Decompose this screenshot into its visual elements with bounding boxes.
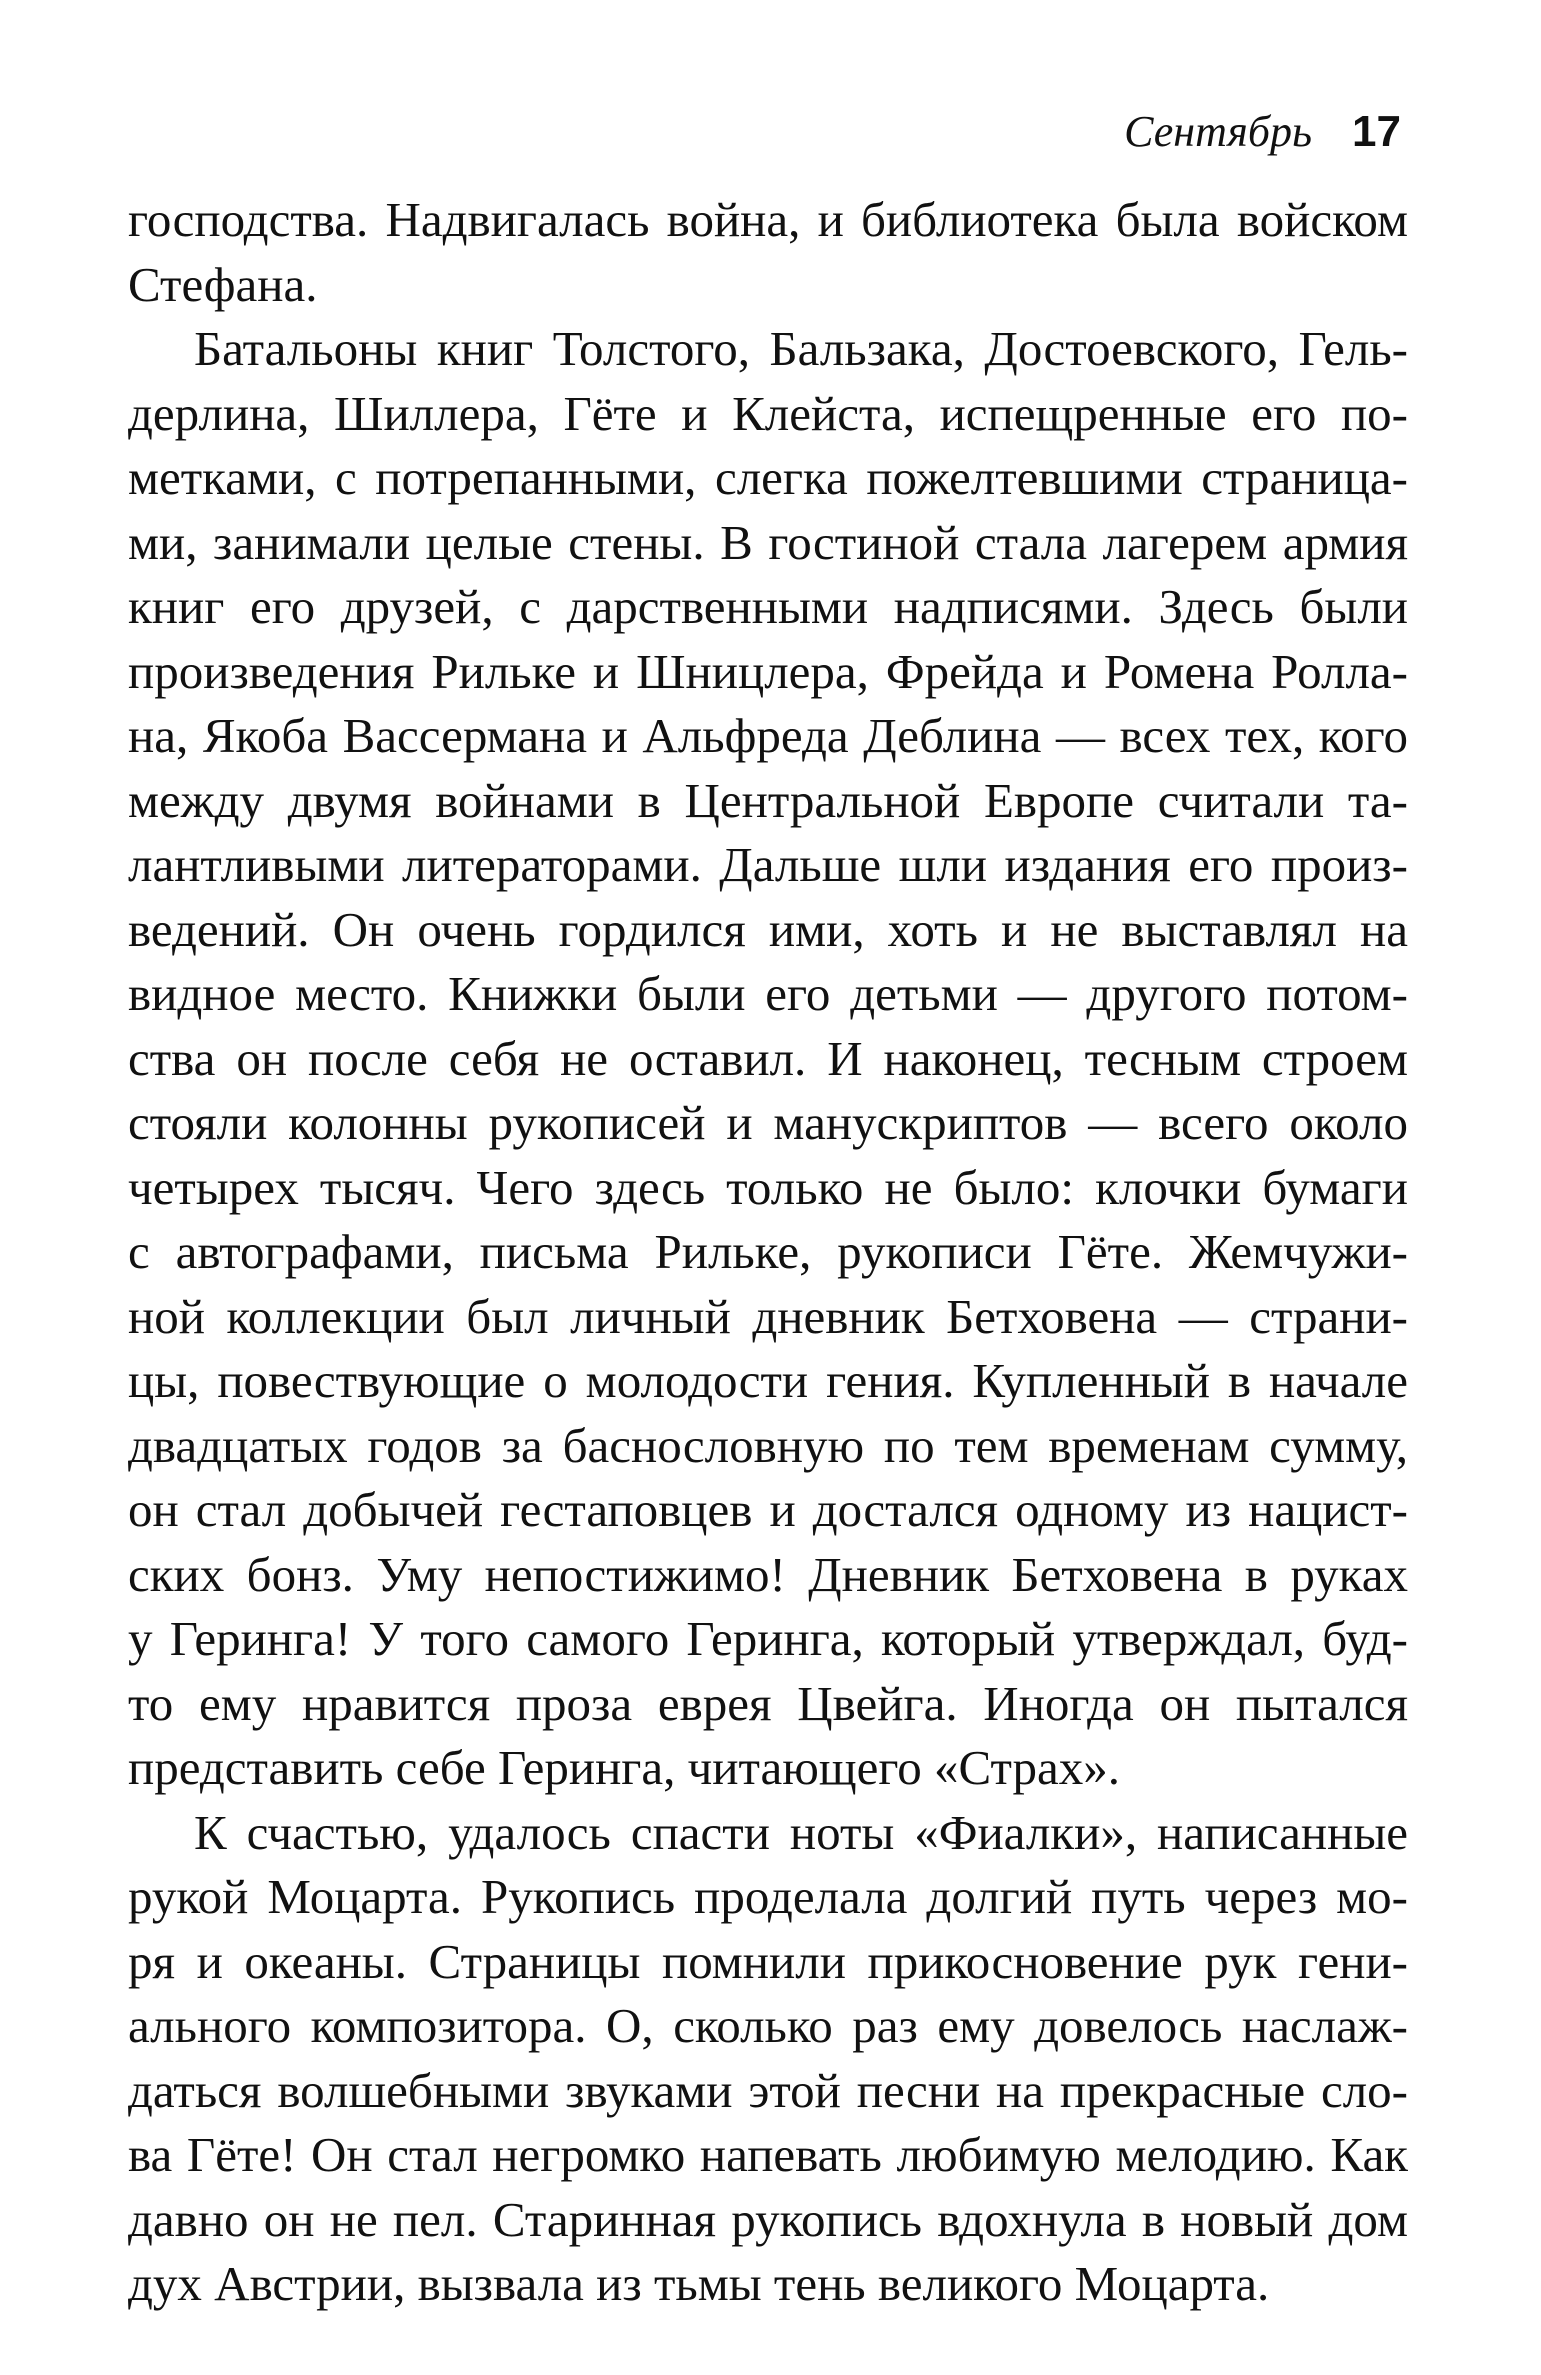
text-line: ря и океаны. Страницы помнили прикосновение рук гени- — [128, 1933, 1408, 1989]
text-line: книг его друзей, с дарственными надписями. Здесь были — [128, 579, 1408, 634]
text-line: ми, занимали целые стены. В гостиной стала лагерем армия — [128, 514, 1408, 570]
text-line: ального композитора. О, сколько раз ему довелось наслаж- — [128, 1998, 1408, 2053]
text-line: К счастью, удалось спасти ноты «Фиалки», написанные — [194, 1804, 1408, 1860]
text-line: ведений. Он очень гордился ими, хоть и не выставлял на — [128, 901, 1408, 957]
text-line: Батальоны книг Толстого, Бальзака, Достоевского, Гель- — [194, 321, 1408, 376]
paragraph — [128, 188, 1408, 317]
text-line: на, Якоба Вассермана и Альфреда Деблина — всех тех, кого — [128, 708, 1408, 763]
text-line: четырех тысяч. Чего здесь только не было: клочки бумаги — [128, 1159, 1408, 1215]
text-line: представить себе Геринга, читающего «Страх». — [128, 1740, 1121, 1795]
text-line: лантливыми литераторами. Дальше шли издания его произ- — [128, 837, 1408, 892]
paragraph — [128, 1801, 1408, 2317]
body-text — [128, 188, 1408, 2317]
section-title: Сентябрь — [1124, 107, 1313, 156]
text-line: он стал добычей гестаповцев и достался одному из нацист- — [128, 1482, 1408, 1537]
text-line: ских бонз. Уму непостижимо! Дневник Бетховена в руках — [128, 1546, 1408, 1602]
text-line: ной коллекции был личный дневник Бетховена — страни- — [128, 1288, 1408, 1344]
text-line: ства он после себя не оставил. И наконец, тесным строем — [128, 1030, 1408, 1086]
paragraph — [128, 317, 1408, 1801]
text-line: двадцатых годов за баснословную по тем временам сумму, — [128, 1417, 1408, 1473]
text-line: дух Австрии, вызвала из тьмы тень великого Моцарта. — [128, 2256, 1270, 2311]
text-line: давно он не пел. Старинная рукопись вдохнула в новый дом — [128, 2191, 1408, 2247]
text-line: рукой Моцарта. Рукопись проделала долгий путь через мо- — [128, 1869, 1408, 1924]
text-line: Стефана. — [128, 256, 318, 312]
text-line: стояли колонны рукописей и манускриптов — всего около — [128, 1095, 1408, 1150]
text-line: видное место. Книжки были его детьми — другого потом- — [128, 966, 1408, 1021]
text-line: то ему нравится проза еврея Цвейга. Иногда он пытался — [128, 1675, 1408, 1731]
text-line: ва Гёте! Он стал негромко напевать любимую мелодию. Как — [128, 2127, 1408, 2182]
text-line: произведения Рильке и Шницлера, Фрейда и Ромена Ролла- — [128, 643, 1408, 699]
running-head — [1124, 106, 1401, 157]
text-line: с автографами, письма Рильке, рукописи Гёте. Жемчужи- — [128, 1224, 1408, 1279]
text-line: у Геринга! У того самого Геринга, который утверждал, буд- — [128, 1611, 1408, 1666]
text-line: между двумя войнами в Центральной Европе считали та- — [128, 772, 1408, 828]
text-line: метками, с потрепанными, слегка пожелтевшими страница- — [128, 450, 1408, 505]
text-line: даться волшебными звуками этой песни на прекрасные сло- — [128, 2062, 1408, 2118]
text-line: господства. Надвигалась война, и библиотека была войском — [128, 192, 1408, 247]
page-number: 17 — [1352, 107, 1401, 156]
text-line: дерлина, Шиллера, Гёте и Клейста, испещренные его по- — [128, 385, 1408, 441]
text-line: цы, повествующие о молодости гения. Купленный в начале — [128, 1353, 1408, 1408]
